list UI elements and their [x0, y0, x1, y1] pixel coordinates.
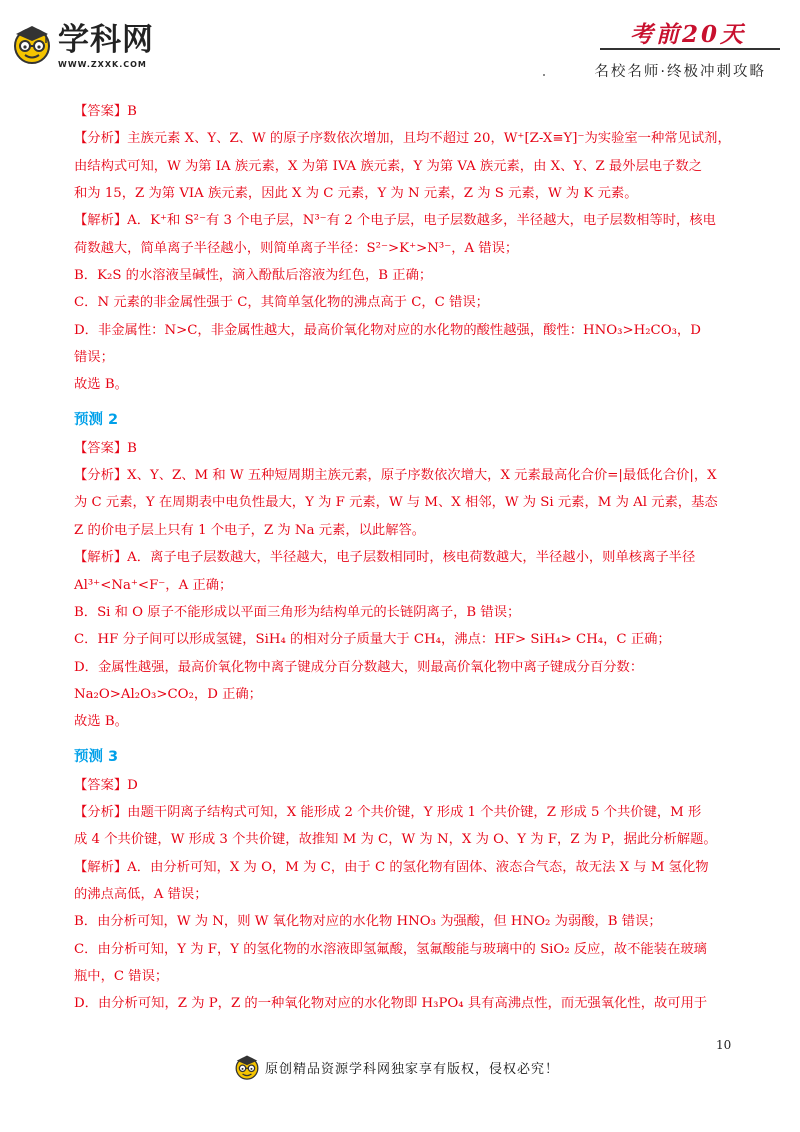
text-line: 的沸点高低，A 错误；	[74, 886, 208, 902]
text-line: D．非金属性：N>C，非金属性越大，最高价氧化物对应的水化物的酸性越强，酸性：HNO₃>H₂CO₃，D	[74, 322, 701, 338]
answer-content	[74, 98, 730, 1018]
text-line: B．由分析可知，W 为 N，则 W 氧化物对应的水化物 HNO₃ 为强酸，但 HNO₂ 为弱酸，B 错误；	[74, 914, 662, 930]
text-line: 荷数越大，简单离子半径越小，则简单离子半径：S²⁻>K⁺>N³⁻，A 错误；	[74, 240, 519, 256]
text-line: 和为 15，Z 为第 VIA 族元素，因此 X 为 C 元素，Y 为 N 元素，Z 为 S 元素，W 为 K 元素。	[74, 186, 638, 202]
text-line: D．金属性越强，最高价氧化物中离子键成分百分数越大，则最高价氧化物中离子键成分百分数：	[74, 659, 644, 675]
text-line: 故选 B。	[74, 714, 128, 730]
text-line: D．由分析可知，Z 为 P，Z 的一种氧化物对应的水化物即 H₃PO₄ 具有高沸点性，而无强氧化性，故可用于	[74, 996, 708, 1012]
brand-title: 考前20天	[629, 21, 746, 48]
text-line: Z 的价电子层上只有 1 个电子，Z 为 Na 元素，以此解答。	[74, 522, 426, 538]
text-line: 【解析】A．由分析可知，X 为 O，M 为 C，由于 C 的氢化物有固体、液态合气态，故无法 X 与 M 氢化物	[74, 859, 709, 875]
text-line: C．由分析可知，Y 为 F，Y 的氢化物的水溶液即氢氟酸，氢氟酸能与玻璃中的 SiO₂ 反应，故不能装在玻璃	[74, 941, 707, 957]
section-heading: 预测 3	[74, 748, 119, 765]
text-line: 【答案】B	[74, 440, 137, 456]
text-line: 错误；	[74, 350, 114, 366]
text-line: 由结构式可知，W 为第 IA 族元素，X 为第 IVA 族元素，Y 为第 VA 族元素，由 X、Y、Z 最外层电子数之	[74, 158, 702, 174]
page-number: 10	[716, 1038, 732, 1052]
section-heading: 预测 2	[74, 411, 119, 428]
text-line: 【答案】D	[74, 777, 138, 793]
text-line: Na₂O>Al₂O₃>CO₂，D 正确；	[74, 686, 262, 702]
text-line: 成 4 个共价键，W 形成 3 个共价键，故推知 M 为 C，W 为 N，X 为 O、Y 为 F，Z 为 P，据此分析解题。	[74, 832, 717, 848]
text-line: 瓶中，C 错误；	[74, 968, 169, 984]
text-line: C．N 元素的非金属性强于 C，其简单氢化物的沸点高于 C，C 错误；	[74, 295, 489, 311]
header-dot	[543, 74, 545, 76]
page-header	[0, 0, 800, 88]
text-line: 【解析】A．K⁺和 S²⁻有 3 个电子层，N³⁻有 2 个电子层，电子层数越多，半径越大，电子层数相等时，核电	[74, 213, 716, 229]
text-line: B．Si 和 O 原子不能形成以平面三角形为结构单元的长链阴离子，B 错误；	[74, 604, 521, 620]
footer-copyright: 原创精品资源学科网独家享有版权，侵权必究！	[265, 1062, 560, 1077]
text-line: 【分析】由题干阴离子结构式可知，X 能形成 2 个共价键，Y 形成 1 个共价键，Z 形成 5 个共价键，M 形	[74, 804, 702, 820]
text-line: 为 C 元素，Y 在周期表中电负性最大，Y 为 F 元素，W 与 M、X 相邻，W 为 Si 元素，M 为 Al 元素，基态	[74, 495, 718, 511]
logo-mascot-icon	[10, 22, 54, 66]
footer-mascot-icon	[233, 1053, 261, 1081]
header-divider	[600, 48, 780, 50]
text-line: C．HF 分子间可以形成氢键，SiH₄ 的相对分子质量大于 CH₄，沸点：HF> SiH₄> CH₄，C 正确；	[74, 632, 671, 648]
brand-slogan: 名校名师·终极冲刺攻略	[594, 64, 766, 80]
text-line: 【分析】X、Y、Z、M 和 W 五种短周期主族元素，原子序数依次增大，X 元素最高化合价=|最低化合价|，X	[74, 468, 717, 484]
text-line: 【解析】A．离子电子层数越大，半径越大，电子层数相同时，核电荷数越大，半径越小，则单核离子半径	[74, 550, 696, 566]
text-line: 【答案】B	[74, 104, 137, 119]
text-line: 故选 B。	[74, 377, 128, 393]
logo-name: 学科网	[58, 22, 154, 58]
text-line: Al³⁺<Na⁺<F⁻，A 正确；	[74, 577, 233, 593]
text-line: B．K₂S 的水溶液呈碱性，滴入酚酞后溶液为红色，B 正确；	[74, 268, 433, 284]
logo-url: WWW.ZXXK.COM	[58, 60, 147, 69]
text-line: 【分析】主族元素 X、Y、Z、W 的原子序数依次增加，且均不超过 20，W⁺[Z-X≡Y]⁻为实验室一种常见试剂，	[74, 131, 731, 147]
